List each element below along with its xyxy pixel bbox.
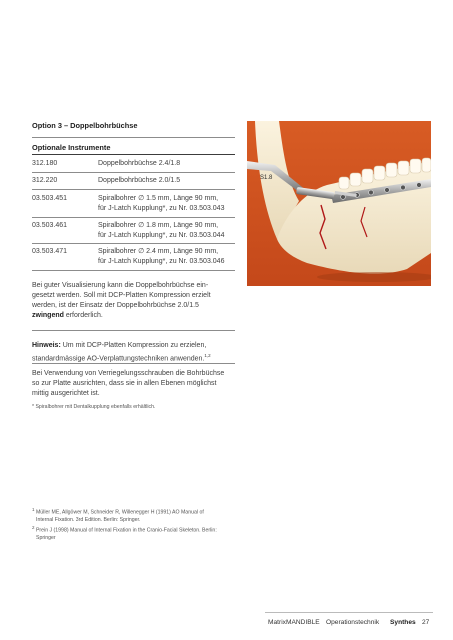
hint-paragraph xyxy=(32,341,237,364)
article-description: Doppelbohrbüchse 2.4/1.8 xyxy=(98,160,181,167)
emphasis-text: zwingend xyxy=(32,312,64,319)
text-line: werden, ist der Einsatz der Doppelbohrbüchse 2.0/1.5 xyxy=(32,302,199,309)
reference-number: 1 xyxy=(32,507,35,512)
reference-number: 2 xyxy=(32,525,35,531)
article-description xyxy=(98,221,238,240)
footer-divider xyxy=(265,612,433,613)
row-divider xyxy=(32,172,235,173)
row-divider xyxy=(32,243,235,244)
description-line: Spiralbohrer ∅ 1.8 mm, Länge 90 mm, xyxy=(98,222,219,229)
reference-superscript: 1,2 xyxy=(204,353,211,358)
guide-label: S1.8 xyxy=(260,175,273,181)
footer-brand xyxy=(390,619,416,626)
footer-section: Operationstechnik xyxy=(326,619,380,626)
text-line: Bei guter Visualisierung kann die Doppelbohrbüchse ein- xyxy=(32,282,209,289)
table-heading: Optionale Instrumente xyxy=(32,143,111,152)
article-description xyxy=(98,194,238,213)
article-number: 312.180 xyxy=(32,160,58,167)
divider xyxy=(32,137,235,138)
description-line: Spiralbohrer ∅ 2.4 mm, Länge 90 mm, xyxy=(98,248,219,255)
description-line: für J-Latch Kupplung*, zu Nr. 03.503.043 xyxy=(98,204,225,212)
text-line: erforderlich. xyxy=(63,312,103,319)
reference-text: Prein J (1998) Manual of Internal Fixation in the Cranio-Facial Skeleton. Berlin: xyxy=(35,527,217,534)
description-line: Spiralbohrer ∅ 1.5 mm, Länge 90 mm, xyxy=(98,195,219,202)
text-line: so zur Platte ausrichten, dass sie in allen Ebenen möglichst xyxy=(32,380,217,387)
divider xyxy=(32,330,235,331)
row-divider xyxy=(32,270,235,271)
page-number: 27 xyxy=(422,619,430,626)
text-line: Bei Verwendung von Verriegelungsschrauben die Bohrbüchse xyxy=(32,370,225,377)
surgical-photo xyxy=(247,121,431,286)
article-number: 03.503.471 xyxy=(32,248,68,255)
section-title: Option 3 – Doppelbohrbüchse xyxy=(32,121,138,130)
article-number: 03.503.451 xyxy=(32,195,68,202)
brand-name: Synthes xyxy=(390,619,416,626)
article-number: 03.503.461 xyxy=(32,222,68,229)
mandible-illustration xyxy=(247,121,431,286)
divider xyxy=(32,363,235,364)
footer-product: MatrixMANDIBLE xyxy=(268,619,320,626)
instruction-paragraph xyxy=(32,281,237,321)
description-line: für J-Latch Kupplung*, zu Nr. 03.503.044 xyxy=(98,231,225,239)
text-line: Um mit DCP-Platten Kompression zu erzielen, xyxy=(60,342,207,349)
article-number: 312.220 xyxy=(32,177,58,184)
reference-list xyxy=(32,506,237,542)
asterisk-footnote: * Spiralbohrer mit Dentalkupplung ebenfalls erhältlich. xyxy=(32,404,156,410)
divider xyxy=(32,154,235,155)
article-description: Doppelbohrbüchse 2.0/1.5 xyxy=(98,177,181,184)
description-line: für J-Latch Kupplung*, zu Nr. 03.503.046 xyxy=(98,257,225,265)
row-divider xyxy=(32,217,235,218)
text-line: gesetzt werden. Soll mit DCP-Platten Kompression erzielt xyxy=(32,292,211,299)
instruction-paragraph xyxy=(32,369,237,399)
article-description xyxy=(98,247,238,266)
text-line: standardmässige AO-Verplattungstechniken anwenden. xyxy=(32,355,205,363)
text-line: mittig ausgerichtet ist. xyxy=(32,390,100,397)
reference-text: Müller ME, Allgöwer M, Schneider R, Willenegger H (1991) AO Manual of xyxy=(35,509,204,516)
row-divider xyxy=(32,189,235,190)
reference-text: Springer xyxy=(36,535,56,542)
reference-text: Internal Fixation. 3rd Edition. Berlin: Springer. xyxy=(36,516,141,523)
hint-label: Hinweis: xyxy=(32,342,61,349)
